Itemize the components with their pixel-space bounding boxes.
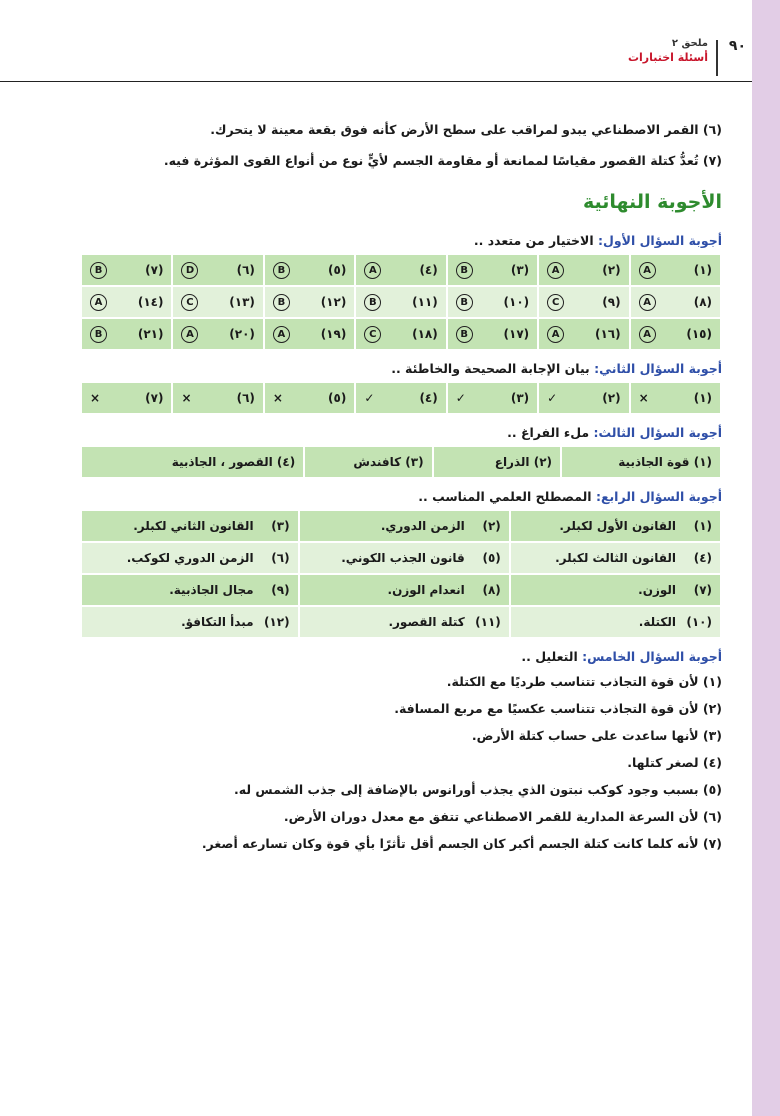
term-cell: (٩)مجال الجاذبية. bbox=[82, 575, 298, 605]
term-cell: (٣)القانون الثاني لكبلر. bbox=[82, 511, 298, 541]
intro-item: (٦) القمر الاصطناعي يبدو لمراقب على سطح الأرض كأنه فوق بقعة معينة لا يتحرك. bbox=[210, 122, 722, 137]
table-row bbox=[82, 543, 720, 573]
mc-cell: (١٠) B bbox=[448, 287, 537, 317]
answer-circle: C bbox=[547, 294, 564, 311]
answer-circle: A bbox=[364, 262, 381, 279]
intro-item: (٧) تُعدُّ كتلة القصور مقياسًا لممانعة أو مقاومة الجسم لأيٍّ نوع من أنواع القوى المؤثرة فيه. bbox=[163, 153, 722, 168]
table-row bbox=[82, 447, 720, 477]
q2-label: أجوبة السؤال الثاني: bbox=[594, 361, 722, 376]
q3-label: أجوبة السؤال الثالث: bbox=[593, 425, 722, 440]
term-cell: (٢)الزمن الدوري. bbox=[300, 511, 509, 541]
term-cell: (٧)الوزن. bbox=[511, 575, 720, 605]
table-row bbox=[82, 575, 720, 605]
answer-circle: A bbox=[639, 326, 656, 343]
answer-circle: B bbox=[456, 294, 473, 311]
table-row bbox=[82, 383, 720, 413]
answer-circle: D bbox=[181, 262, 198, 279]
reason-item: (٣) لأنها ساعدت على حساب كتلة الأرض. bbox=[471, 728, 722, 743]
q2-topic: بيان الإجابة الصحيحة والخاطئة .. bbox=[391, 361, 590, 376]
answer-circle: C bbox=[181, 294, 198, 311]
mc-cell: (٦) D bbox=[173, 255, 262, 285]
q1-answers-table bbox=[80, 253, 722, 351]
q3-answers-table bbox=[80, 445, 722, 479]
term-cell: (٨)انعدام الوزن. bbox=[300, 575, 509, 605]
q1-topic: الاختيار من متعدد .. bbox=[473, 233, 594, 248]
mc-cell: (١٤) A bbox=[82, 287, 171, 317]
tf-cell: (٣) ✓ bbox=[448, 383, 537, 413]
page-content bbox=[80, 120, 722, 863]
answer-circle: A bbox=[639, 262, 656, 279]
mc-cell: (١٢) B bbox=[265, 287, 354, 317]
answer-circle: A bbox=[90, 294, 107, 311]
tf-mark: ✓ bbox=[547, 391, 558, 405]
answer-circle: B bbox=[456, 326, 473, 343]
answer-circle: B bbox=[456, 262, 473, 279]
tf-mark: × bbox=[181, 391, 192, 405]
q2-title bbox=[80, 361, 722, 376]
fill-cell: (١) قوة الجاذبية bbox=[562, 447, 720, 477]
table-row bbox=[82, 255, 720, 285]
tf-cell: (٦) × bbox=[173, 383, 262, 413]
table-row bbox=[82, 319, 720, 349]
answer-circle: A bbox=[547, 326, 564, 343]
side-color-strip bbox=[752, 0, 780, 1116]
section-label: أسئلة اختبارات bbox=[627, 51, 708, 64]
mc-cell: (٧) B bbox=[82, 255, 171, 285]
mc-cell: (١٧) B bbox=[448, 319, 537, 349]
fill-cell: (٤) القصور ، الجاذبية bbox=[82, 447, 303, 477]
term-cell: (١٢)مبدأ التكافؤ. bbox=[82, 607, 298, 637]
mc-cell: (١١) B bbox=[356, 287, 445, 317]
q3-title bbox=[80, 425, 722, 440]
tf-mark: × bbox=[272, 391, 283, 405]
reason-item: (١) لأن قوة التجاذب تتناسب طرديًا مع الكتلة. bbox=[446, 674, 722, 689]
q3-topic: ملء الفراغ .. bbox=[507, 425, 590, 440]
final-answers-heading: الأجوبة النهائية bbox=[582, 191, 722, 213]
tf-mark: ✓ bbox=[364, 391, 375, 405]
header-divider bbox=[716, 40, 718, 76]
q2-answers-table bbox=[80, 381, 722, 415]
table-row bbox=[82, 607, 720, 637]
answer-circle: B bbox=[90, 326, 107, 343]
page-header bbox=[0, 38, 752, 82]
mc-cell: (٩) C bbox=[539, 287, 628, 317]
tf-cell: (٥) × bbox=[265, 383, 354, 413]
q4-title bbox=[80, 489, 722, 504]
mc-cell: (١٣) C bbox=[173, 287, 262, 317]
q5-label: أجوبة السؤال الخامس: bbox=[582, 649, 722, 664]
term-cell: (١١)كتلة القصور. bbox=[300, 607, 509, 637]
answer-circle: B bbox=[90, 262, 107, 279]
tf-cell: (١) × bbox=[631, 383, 720, 413]
term-cell: (١)القانون الأول لكبلر. bbox=[511, 511, 720, 541]
term-cell: (١٠)الكتلة. bbox=[511, 607, 720, 637]
q1-label: أجوبة السؤال الأول: bbox=[598, 233, 722, 248]
table-row bbox=[82, 287, 720, 317]
table-row bbox=[82, 511, 720, 541]
tf-mark: × bbox=[90, 391, 101, 405]
q4-topic: المصطلح العلمي المناسب .. bbox=[418, 489, 592, 504]
term-cell: (٥)قانون الجذب الكوني. bbox=[300, 543, 509, 573]
mc-cell: (٣) B bbox=[448, 255, 537, 285]
answer-circle: A bbox=[181, 326, 198, 343]
header-titles bbox=[628, 38, 708, 64]
tf-cell: (٧) × bbox=[82, 383, 171, 413]
answer-circle: A bbox=[639, 294, 656, 311]
mc-cell: (٨) A bbox=[631, 287, 720, 317]
answer-circle: B bbox=[273, 294, 290, 311]
term-cell: (٤)القانون الثالث لكبلر. bbox=[511, 543, 720, 573]
mc-cell: (١) A bbox=[631, 255, 720, 285]
tf-cell: (٤) ✓ bbox=[356, 383, 445, 413]
mc-cell: (٥) B bbox=[265, 255, 354, 285]
q5-topic: التعليل .. bbox=[521, 649, 578, 664]
answer-circle: B bbox=[364, 294, 381, 311]
mc-cell: (١٥) A bbox=[631, 319, 720, 349]
reason-item: (٧) لأنه كلما كانت كتلة الجسم أكبر كان الجسم أقل تأثرًا بأي قوة وكان تسارعه أصغر. bbox=[201, 836, 722, 851]
appendix-label: ملحق ٢ bbox=[671, 38, 708, 49]
reason-item: (٤) لصغر كتلها. bbox=[627, 755, 722, 770]
mc-cell: (٤) A bbox=[356, 255, 445, 285]
reason-item: (٢) لأن قوة التجاذب تتناسب عكسيًا مع مربع المسافة. bbox=[394, 701, 722, 716]
reason-item: (٥) بسبب وجود كوكب نبتون الذي يجذب أورانوس بالإضافة إلى جذب الشمس له. bbox=[234, 782, 722, 797]
mc-cell: (١٨) C bbox=[356, 319, 445, 349]
term-cell: (٦)الزمن الدوري لكوكب. bbox=[82, 543, 298, 573]
answer-circle: A bbox=[547, 262, 564, 279]
answer-circle: B bbox=[273, 262, 290, 279]
mc-cell: (١٦) A bbox=[539, 319, 628, 349]
tf-mark: ✓ bbox=[455, 391, 466, 405]
mc-cell: (٢١) B bbox=[82, 319, 171, 349]
answer-circle: A bbox=[273, 326, 290, 343]
page-number: ٩٠ bbox=[728, 38, 746, 54]
answer-circle: C bbox=[364, 326, 381, 343]
q1-title bbox=[80, 233, 722, 248]
mc-cell: (٢٠) A bbox=[173, 319, 262, 349]
q5-title bbox=[80, 649, 722, 664]
mc-cell: (٢) A bbox=[539, 255, 628, 285]
reason-item: (٦) لأن السرعة المدارية للقمر الاصطناعي تتفق مع معدل دوران الأرض. bbox=[283, 809, 722, 824]
q4-label: أجوبة السؤال الرابع: bbox=[595, 489, 722, 504]
tf-mark: × bbox=[638, 391, 649, 405]
mc-cell: (١٩) A bbox=[265, 319, 354, 349]
fill-cell: (٣) كافندش bbox=[305, 447, 431, 477]
q4-answers-table bbox=[80, 509, 722, 639]
tf-cell: (٢) ✓ bbox=[539, 383, 628, 413]
fill-cell: (٢) الذراع bbox=[434, 447, 560, 477]
